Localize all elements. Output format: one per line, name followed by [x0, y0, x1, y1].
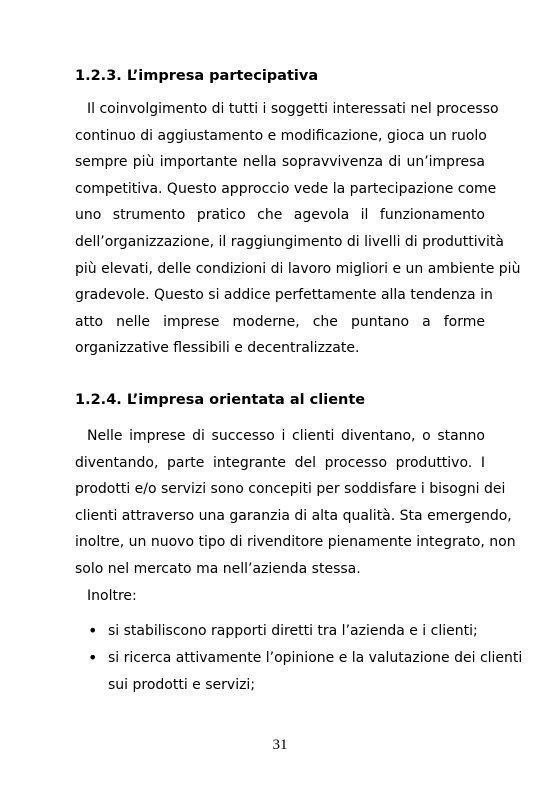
paragraph-line: più elevati, delle condizioni di lavoro migliori e un ambiente più [75, 260, 521, 277]
paragraph-line: Il coinvolgimento di tutti i soggetti interessati nel processo [87, 101, 499, 117]
paragraph-line: Nelle imprese di successo i clienti diventano, o stanno [87, 428, 485, 444]
paragraph-line: uno strumento pratico che agevola il funzionamento [75, 207, 485, 224]
list-item-line: si ricerca attivamente l’opinione e la valutazione dei clienti [108, 650, 523, 666]
bullet-icon: • [88, 621, 98, 640]
section-heading-impresa-orientata-al-cliente: 1.2.4. L’impresa orientata al cliente [75, 392, 366, 408]
paragraph-line: continuo di aggiustamento e modificazione, gioca un ruolo [75, 127, 487, 144]
list-item-line: si stabiliscono rapporti diretti tra l’azienda e i clienti; [108, 623, 478, 639]
paragraph-line: inoltre, un nuovo tipo di rivenditore pienamente integrato, non [75, 534, 516, 551]
paragraph-line: organizzative flessibili e decentralizzate. [75, 340, 360, 357]
section-heading-impresa-partecipativa: 1.2.3. L’impresa partecipativa [75, 68, 319, 84]
bullet-icon: • [88, 648, 98, 667]
paragraph-line: clienti attraverso una garanzia di alta qualità. Sta emergendo, [75, 507, 512, 524]
list-item-text [108, 618, 485, 645]
list-item-text [108, 645, 523, 698]
paragraph-line: dell’organizzazione, il raggiungimento di livelli di produttività [75, 233, 504, 250]
paragraph-line: atto nelle imprese moderne, che puntano a forme [75, 313, 485, 330]
paragraph-line: prodotti e/o servizi sono concepiti per soddisfare i bisogni dei [75, 481, 506, 498]
paragraph-line: diventando, parte integrante del processo produttivo. I [75, 454, 485, 471]
list-intro: Inoltre: [87, 587, 137, 604]
page-number: 31 [272, 737, 288, 753]
paragraph-line: gradevole. Questo si addice perfettamente alla tendenza in [75, 287, 493, 304]
paragraph-impresa-partecipativa [75, 96, 521, 362]
paragraph-line: sempre più importante nella sopravvivenza di un’impresa [75, 154, 485, 171]
paragraph-impresa-orientata-al-cliente [75, 423, 516, 609]
paragraph-line: solo nel mercato ma nell’azienda stessa. [75, 560, 361, 577]
paragraph-line: competitiva. Questo approccio vede la partecipazione come [75, 180, 497, 197]
list-item-line: sui prodotti e servizi; [108, 676, 256, 693]
